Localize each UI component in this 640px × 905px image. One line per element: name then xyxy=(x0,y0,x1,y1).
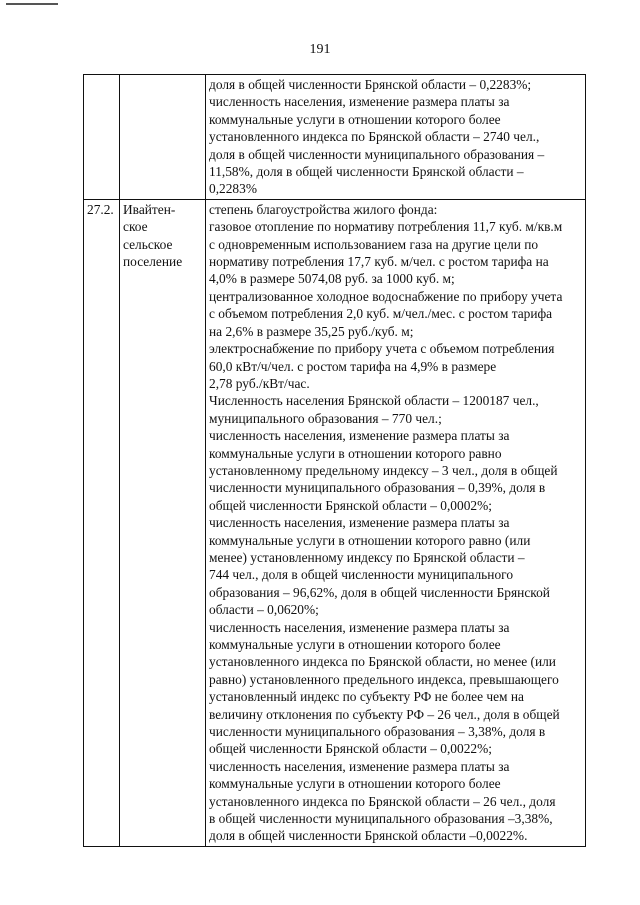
indicator-text-line: на 2,6% в размере 35,25 руб./куб. м; xyxy=(209,323,414,339)
indicator-text-line: коммунальные услуги в отношении которого более xyxy=(209,776,501,792)
indicator-text-line: установленный индекс по субъекту РФ не более чем на xyxy=(209,689,524,705)
indicator-text-line: установленному предельному индексу – 3 чел., доля в общей xyxy=(209,462,558,478)
indicator-text-line: образования – 96,62%, доля в общей численности Брянской xyxy=(209,584,550,600)
indicator-text-cell xyxy=(206,75,586,200)
municipality-name-cell xyxy=(120,75,206,200)
indicator-text-line: Численность населения Брянской области – 1200187 чел., xyxy=(209,393,539,409)
indicator-text-line: 744 чел., доля в общей численности муниципального xyxy=(209,567,514,583)
indicator-text-line: 60,0 кВт/ч/чел. с ростом тарифа на 4,9% в размере xyxy=(209,358,497,374)
indicator-text-line: коммунальные услуги в отношении которого более xyxy=(209,111,501,127)
row-number-cell xyxy=(84,75,120,200)
scan-corner-mark xyxy=(6,3,58,5)
document-table xyxy=(83,74,586,847)
indicator-text-line: численности муниципального образования – 0,39%, доля в xyxy=(209,480,546,496)
indicator-text-line: численность населения, изменение размера платы за xyxy=(209,619,510,635)
indicator-text-line: газовое отопление по нормативу потребления 11,7 куб. м/кв.м xyxy=(209,219,563,235)
indicator-text-line: 4,0% в размере 5074,08 руб. за 1000 куб. м; xyxy=(209,271,455,287)
indicator-text-line: коммунальные услуги в отношении которого равно (или xyxy=(209,532,531,548)
indicator-text-line: 11,58%, доля в общей численности Брянской области – xyxy=(209,164,524,180)
indicator-text-line: численность населения, изменение размера платы за xyxy=(209,515,510,531)
page-number: 191 xyxy=(309,42,331,57)
municipality-name-cell xyxy=(120,199,206,846)
row-number: 27.2. xyxy=(87,201,114,217)
indicator-text-line: менее) установленному индексу по Брянской области – xyxy=(209,549,525,565)
indicator-text-line: численность населения, изменение размера платы за xyxy=(209,94,510,110)
indicator-text-line: величину отклонения по субъекту РФ – 26 чел., доля в общей xyxy=(209,706,560,722)
indicator-text-line: области – 0,0620%; xyxy=(209,602,319,618)
indicator-text-line: степень благоустройства жилого фонда: xyxy=(209,201,438,217)
indicator-text-line: установленного индекса по Брянской области, но менее (или xyxy=(209,654,556,670)
indicator-text-line: в общей численности муниципального образования –3,38%, xyxy=(209,811,553,827)
indicator-text-line: общей численности Брянской области – 0,0002%; xyxy=(209,497,492,513)
indicator-text-line: доля в общей численности Брянской области –0,0022%. xyxy=(209,828,528,844)
indicator-text-line: численности муниципального образования – 3,38%, доля в xyxy=(209,724,546,740)
municipality-name-line: поселение xyxy=(123,254,183,270)
indicator-text-line: установленного индекса по Брянской области – 2740 чел., xyxy=(209,129,540,145)
indicator-text-line: численность населения, изменение размера платы за xyxy=(209,428,510,444)
indicator-text-line: электроснабжение по прибору учета с объемом потребления xyxy=(209,341,555,357)
indicator-text-line: 0,2283% xyxy=(209,181,257,197)
indicator-text-line: коммунальные услуги в отношении которого равно xyxy=(209,445,502,461)
indicator-text-line: доля в общей численности муниципального образования – xyxy=(209,146,545,162)
indicator-text-line: численность населения, изменение размера платы за xyxy=(209,758,510,774)
municipality-name-line: ское xyxy=(123,219,148,235)
indicator-text-line: установленного индекса по Брянской области – 26 чел., доля xyxy=(209,793,556,809)
indicator-text-cell xyxy=(206,199,586,846)
indicator-text-line: общей численности Брянской области – 0,0022%; xyxy=(209,741,492,757)
municipality-name-line: Ивайтен- xyxy=(123,201,176,217)
indicator-text-line: с одновременным использованием газа на другие цели по xyxy=(209,236,539,252)
indicator-text-line: равно) установленного предельного индекса, превышающего xyxy=(209,671,559,687)
indicator-text-line: коммунальные услуги в отношении которого более xyxy=(209,637,501,652)
table-row xyxy=(84,75,586,200)
indicator-text-line: 2,78 руб./кВт/час. xyxy=(209,375,310,391)
indicator-text-line: муниципального образования – 770 чел.; xyxy=(209,410,442,426)
indicator-text-line: централизованное холодное водоснабжение по прибору учета xyxy=(209,288,563,304)
table-row xyxy=(84,199,586,846)
indicator-text-line: доля в общей численности Брянской области – 0,2283%; xyxy=(209,77,532,92)
row-number-cell xyxy=(84,199,120,846)
indicator-text-line: с объемом потребления 2,0 куб. м/чел./мес. с ростом тарифа xyxy=(209,306,553,322)
indicator-text-line: нормативу потребления 17,7 куб. м/чел. с ростом тарифа на xyxy=(209,254,549,270)
municipality-name-line: сельское xyxy=(123,236,173,252)
